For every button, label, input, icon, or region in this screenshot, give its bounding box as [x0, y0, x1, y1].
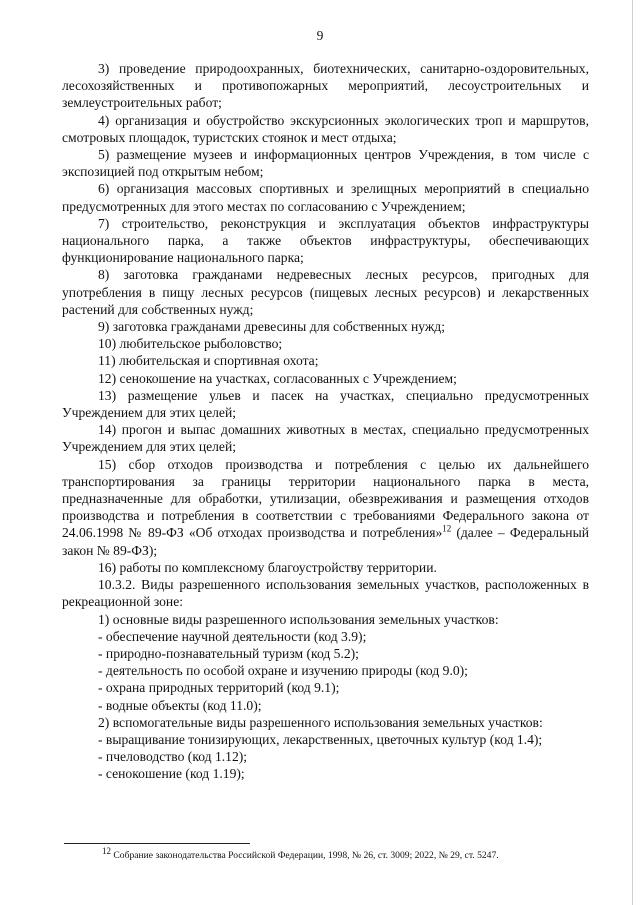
paragraph: 8) заготовка гражданами недревесных лесных ресурсов, пригодных для употребления в пищу лесных ресурсов (пищевых лесных ресурсов) и лекарственных растений для собственных нужд;: [62, 267, 589, 317]
list-item: - деятельность по особой охране и изучению природы (код 9.0);: [98, 663, 468, 679]
paragraph: 4) организация и обустройство экскурсионных экологических троп и маршрутов, смотровых площадок, туристских стоянок и мест отдыха;: [62, 112, 589, 145]
paragraph: 3) проведение природоохранных, биотехнических, санитарно-оздоровительных, лесохозяйственных и противопожарных мероприятий, лесоустроительных и землеустроительных работ;: [62, 61, 589, 111]
list-item: - выращивание тонизирующих, лекарственных, цветочных культур (код 1.4);: [98, 731, 543, 747]
list-item: - природно-познавательный туризм (код 5.2);: [98, 645, 359, 661]
paragraph: 9) заготовка гражданами древесины для собственных нужд;: [98, 319, 445, 335]
list-item: - охрана природных территорий (код 9.1);: [98, 680, 340, 696]
paragraph-tail: (далее – Федеральный закон № 89-ФЗ);: [62, 525, 589, 558]
paragraph: 10) любительское рыболовство;: [98, 336, 283, 352]
footnote-text: Собрание законодательства Российской Федерации, 1998, № 26, ст. 3009; 2022, № 29, ст. 5247.: [111, 850, 499, 861]
list-item: - сенокошение (код 1.19);: [98, 766, 245, 782]
section-heading: 10.3.2. Виды разрешенного использования земельных участков, расположенных в рекреационной зоне:: [62, 577, 589, 610]
paragraph: 11) любительская и спортивная охота;: [98, 353, 319, 369]
paragraph: 14) прогон и выпас домашних животных в местах, специально предусмотренных Учреждением для этих целей;: [62, 422, 589, 455]
paragraph: 5) размещение музеев и информационных центров Учреждения, в том числе с экспозицией под открытым небом;: [62, 147, 589, 180]
list-heading: 1) основные виды разрешенного использования земельных участков:: [98, 611, 499, 627]
paragraph-with-footnote: [62, 456, 589, 559]
paragraph: 16) работы по комплексному благоустройству территории.: [98, 559, 437, 575]
paragraph: 13) размещение ульев и пасек на участках, специально предусмотренных Учреждением для этих целей;: [62, 387, 589, 421]
page-number: 9: [316, 28, 324, 43]
paragraph: 12) сенокошение на участках, согласованных с Учреждением;: [98, 370, 457, 386]
document-body: [62, 60, 589, 783]
paragraph: 6) организация массовых спортивных и зрелищных мероприятий в специально предусмотренных для этого местах по согласованию с Учреждением;: [62, 181, 589, 214]
list-item: - пчеловодство (код 1.12);: [98, 749, 248, 765]
list-heading: 2) вспомогательные виды разрешенного использования земельных участков:: [98, 714, 543, 730]
footnote-divider: [64, 843, 250, 844]
scan-edge-right: [632, 0, 633, 905]
paragraph-text: 15) сбор отходов производства и потребления с целью их дальнейшего транспортирования за границы территории национального парка в места, предназначенные для обработки, утилизации, обезвреживания и размещения отходов производства и потребления в соответствии с требованиями Федерального закона от 24.06.1998 № 89-ФЗ «Об отходах производства и потребления»: [62, 456, 589, 541]
list-item: - обеспечение научной деятельности (код 3.9);: [98, 628, 367, 644]
list-item: - водные объекты (код 11.0);: [98, 697, 262, 713]
footnote-ref: 12: [442, 523, 452, 534]
footnote: [102, 845, 499, 862]
footnote-mark: 12: [102, 845, 111, 856]
paragraph: 7) строительство, реконструкция и эксплуатация объектов инфраструктуры национального парка, а также объектов инфраструктуры, обеспечивающих функционирование национального парка;: [62, 215, 589, 266]
